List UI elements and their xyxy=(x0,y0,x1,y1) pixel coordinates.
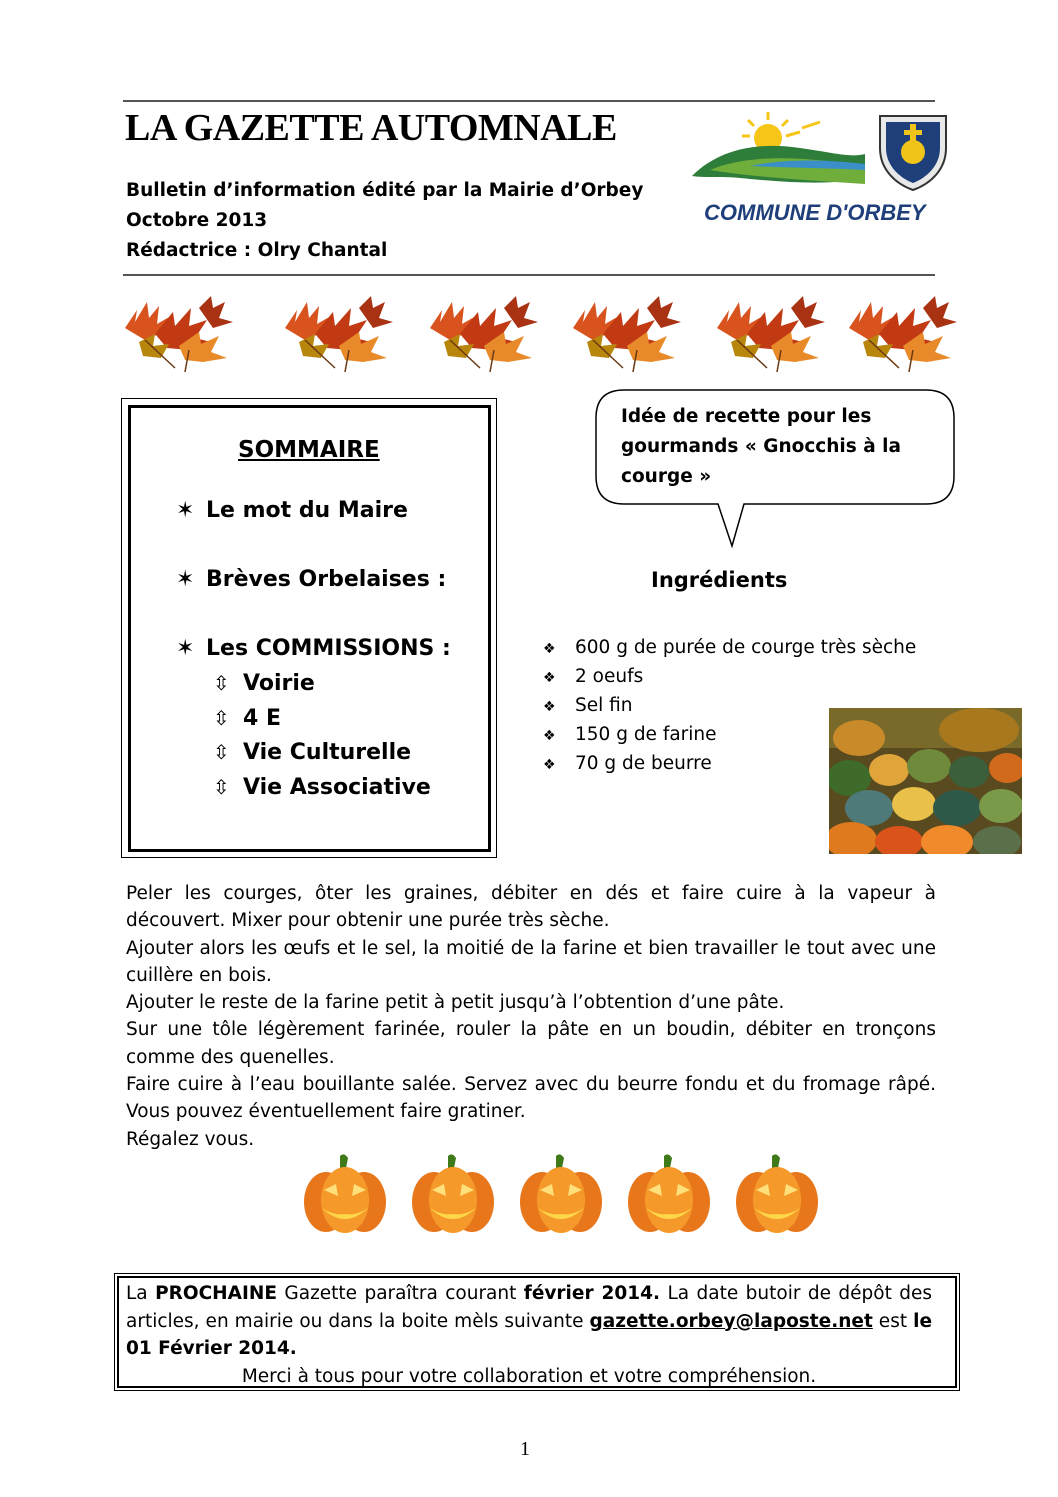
top-rule xyxy=(123,100,935,102)
squash-photo xyxy=(829,708,1022,854)
leaf-cluster-icon xyxy=(849,296,957,372)
pumpkin-icon xyxy=(412,1154,494,1233)
ingredient-item: ❖ Sel fin xyxy=(543,692,916,721)
recipe-step: Peler les courges, ôter les graines, débiter en dés et faire cuire à la vapeur à découvert. Mixer pour obtenir une purée très sèche. xyxy=(126,883,936,932)
outlined-arrow-icon: ⇳ xyxy=(213,740,230,764)
editor-line: Rédactrice : Olry Chantal xyxy=(126,240,388,261)
star-bullet-icon: ✶ xyxy=(176,498,195,523)
bulletin-line: Bulletin d’information édité par la Mairie d’Orbey xyxy=(126,180,644,201)
pumpkin-icon xyxy=(736,1154,818,1233)
sommaire-item: ✶ Le mot du Maire xyxy=(176,498,408,523)
next-issue-paragraph: La PROCHAINE Gazette paraîtra courant février 2014. La date butoir de dépôt des articles, en mairie ou dans la boite mèls suivante gazette.orbey@laposte.net est le 01 Février 2014. xyxy=(126,1283,933,1359)
ingredient-item: ❖ 150 g de farine xyxy=(543,721,916,750)
gazette-title: LA GAZETTE AUTOMNALE xyxy=(125,107,617,149)
pumpkin-icon xyxy=(520,1154,602,1233)
recipe-steps xyxy=(126,880,936,1153)
diamond-bullet-icon: ❖ xyxy=(543,757,556,773)
commune-orbey-logo xyxy=(690,108,952,230)
leaf-cluster-icon xyxy=(573,296,681,372)
recipe-idea-text: Idée de recette pour les gourmands « Gnocchis à la courge » xyxy=(621,406,901,487)
header-bottom-rule xyxy=(123,274,935,276)
ingredient-item: ❖ 2 oeufs xyxy=(543,663,916,692)
star-bullet-icon: ✶ xyxy=(176,636,195,661)
diamond-bullet-icon: ❖ xyxy=(543,728,556,744)
recipe-step: Faire cuire à l’eau bouillante salée. Servez avec du beurre fondu et du fromage râpé. Vous pouvez éventuellement faire gratiner. xyxy=(126,1074,936,1123)
ingredient-item: ❖ 70 g de beurre xyxy=(543,750,916,779)
pumpkin-icon xyxy=(628,1154,710,1233)
thanks-line: Merci à tous pour votre collaboration et votre compréhension. xyxy=(241,1365,817,1387)
coat-of-arms-icon xyxy=(880,116,946,190)
next-issue-notice xyxy=(126,1280,932,1390)
recipe-step: Régalez vous. xyxy=(126,1128,255,1150)
leaf-cluster-icon xyxy=(717,296,825,372)
autumn-leaves-banner xyxy=(115,288,965,374)
sommaire-title: SOMMAIRE xyxy=(238,437,380,463)
sommaire-subitem: ⇳ 4 E xyxy=(213,706,281,731)
leaf-cluster-icon xyxy=(430,296,538,372)
date-line: Octobre 2013 xyxy=(126,210,268,231)
recipe-step: Sur une tôle légèrement farinée, rouler la pâte en un boudin, débiter en tronçons comme des quenelles. xyxy=(126,1019,936,1068)
sommaire-item: ✶ Les COMMISSIONS : xyxy=(176,636,451,661)
diamond-bullet-icon: ❖ xyxy=(543,641,556,657)
outlined-arrow-icon: ⇳ xyxy=(213,706,230,730)
ingredient-item: ❖ 600 g de purée de courge très sèche xyxy=(543,634,916,663)
recipe-step: Ajouter alors les œufs et le sel, la moitié de la farine et bien travailler le tout avec une cuillère en bois. xyxy=(126,937,936,986)
page-number: 1 xyxy=(520,1438,530,1460)
sun-icon xyxy=(742,112,820,152)
sommaire-subitem: ⇳ Vie Culturelle xyxy=(213,740,412,765)
ingredients-title: Ingrédients xyxy=(651,568,788,592)
logo-text: COMMUNE D'ORBEY xyxy=(704,200,926,225)
outlined-arrow-icon: ⇳ xyxy=(213,671,230,695)
sommaire-subitem: ⇳ Voirie xyxy=(213,671,315,696)
sommaire-subitem: ⇳ Vie Associative xyxy=(213,775,431,800)
outlined-arrow-icon: ⇳ xyxy=(213,775,230,799)
pumpkin-icon xyxy=(304,1154,386,1233)
leaf-cluster-icon xyxy=(125,296,233,372)
star-bullet-icon: ✶ xyxy=(176,567,195,592)
diamond-bullet-icon: ❖ xyxy=(543,699,556,715)
email-link[interactable]: gazette.orbey@laposte.net xyxy=(589,1310,873,1332)
diamond-bullet-icon: ❖ xyxy=(543,670,556,686)
recipe-step: Ajouter le reste de la farine petit à petit jusqu’à l’obtention d’une pâte. xyxy=(126,992,785,1014)
pumpkins-row xyxy=(300,1148,820,1238)
leaf-cluster-icon xyxy=(285,296,393,372)
sommaire-item: ✶ Brèves Orbelaises : xyxy=(176,567,447,592)
